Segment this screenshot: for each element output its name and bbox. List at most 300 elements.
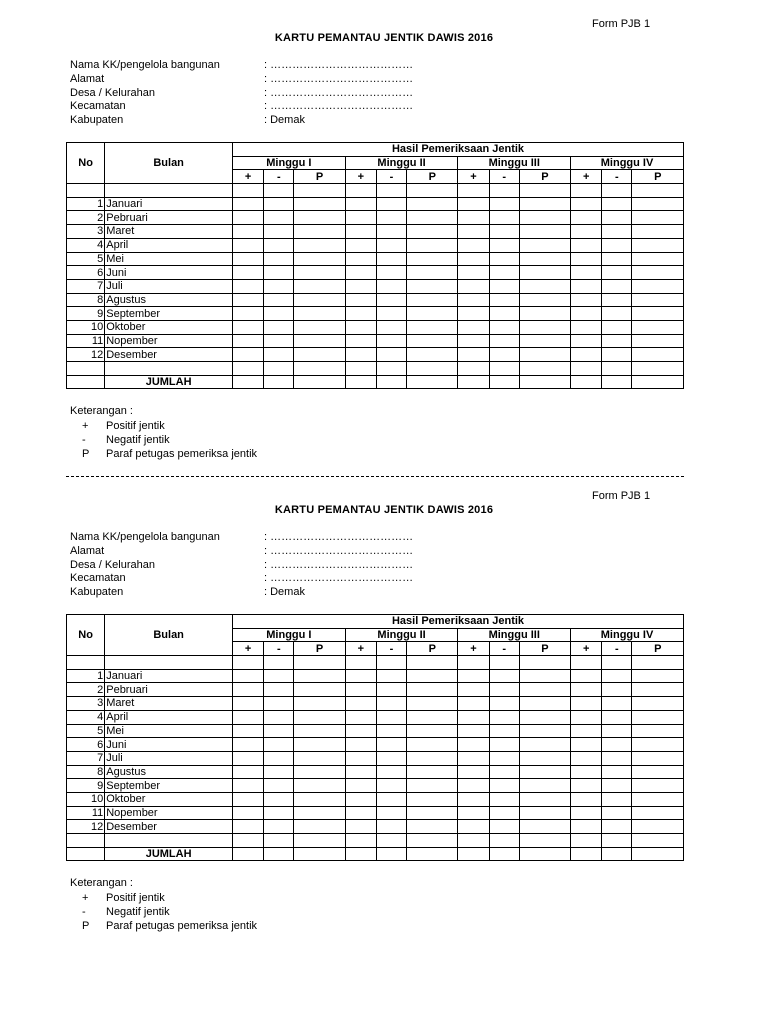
entry-cell bbox=[294, 375, 345, 389]
blank-cell bbox=[489, 184, 519, 198]
field-value: : ………………………………… bbox=[264, 572, 414, 585]
blank-cell bbox=[489, 362, 519, 376]
entry-cell bbox=[489, 266, 519, 280]
entry-cell bbox=[407, 211, 458, 225]
legend-text: Positif jentik bbox=[106, 420, 165, 432]
entry-cell bbox=[632, 669, 684, 683]
entry-cell bbox=[407, 765, 458, 779]
blank-cell bbox=[105, 184, 233, 198]
entry-cell bbox=[571, 683, 602, 697]
entry-cell bbox=[519, 238, 570, 252]
entry-cell bbox=[407, 847, 458, 861]
entry-cell bbox=[602, 307, 632, 321]
entry-cell bbox=[233, 334, 264, 348]
header-sub: - bbox=[264, 642, 294, 656]
legend-symbol: - bbox=[82, 906, 86, 918]
month-row bbox=[67, 697, 684, 711]
entry-cell bbox=[489, 697, 519, 711]
header-week: Minggu III bbox=[458, 628, 571, 642]
header-sub: - bbox=[376, 170, 406, 184]
blank-cell bbox=[345, 362, 376, 376]
month-no: 2 bbox=[67, 211, 105, 225]
entry-cell bbox=[519, 225, 570, 239]
entry-cell bbox=[233, 820, 264, 834]
entry-cell bbox=[264, 225, 294, 239]
header-sub: P bbox=[407, 170, 458, 184]
blank-cell bbox=[264, 184, 294, 198]
entry-cell bbox=[489, 307, 519, 321]
entry-cell bbox=[458, 238, 489, 252]
entry-cell bbox=[602, 820, 632, 834]
entry-cell bbox=[489, 334, 519, 348]
entry-cell bbox=[407, 266, 458, 280]
entry-cell bbox=[602, 779, 632, 793]
entry-cell bbox=[294, 252, 345, 266]
entry-cell bbox=[407, 307, 458, 321]
month-name: Pebruari bbox=[105, 683, 233, 697]
entry-cell bbox=[571, 197, 602, 211]
blank-cell bbox=[233, 656, 264, 670]
entry-cell bbox=[345, 792, 376, 806]
month-row bbox=[67, 266, 684, 280]
entry-cell bbox=[458, 252, 489, 266]
month-name: Januari bbox=[105, 197, 233, 211]
cut-line-divider bbox=[66, 476, 684, 477]
entry-cell bbox=[489, 847, 519, 861]
entry-cell bbox=[294, 738, 345, 752]
entry-cell bbox=[294, 266, 345, 280]
entry-cell bbox=[519, 293, 570, 307]
entry-cell bbox=[602, 669, 632, 683]
field-label: Kecamatan bbox=[70, 100, 126, 113]
entry-cell bbox=[458, 792, 489, 806]
month-row bbox=[67, 669, 684, 683]
entry-cell bbox=[294, 320, 345, 334]
entry-cell bbox=[458, 307, 489, 321]
month-name: Oktober bbox=[105, 792, 233, 806]
entry-cell bbox=[294, 293, 345, 307]
entry-cell bbox=[233, 197, 264, 211]
month-row bbox=[67, 779, 684, 793]
entry-cell bbox=[632, 806, 684, 820]
month-name: Mei bbox=[105, 724, 233, 738]
blank-cell bbox=[105, 656, 233, 670]
entry-cell bbox=[458, 697, 489, 711]
month-no: 8 bbox=[67, 293, 105, 307]
entry-cell bbox=[571, 211, 602, 225]
entry-cell bbox=[632, 820, 684, 834]
month-name: Mei bbox=[105, 252, 233, 266]
entry-cell bbox=[632, 697, 684, 711]
blank-cell bbox=[602, 834, 632, 848]
entry-cell bbox=[407, 320, 458, 334]
entry-cell bbox=[519, 669, 570, 683]
entry-cell bbox=[376, 197, 406, 211]
entry-cell bbox=[602, 806, 632, 820]
entry-cell bbox=[489, 348, 519, 362]
entry-cell bbox=[602, 847, 632, 861]
entry-cell bbox=[264, 293, 294, 307]
entry-cell bbox=[264, 211, 294, 225]
entry-cell bbox=[519, 683, 570, 697]
month-name: Maret bbox=[105, 697, 233, 711]
entry-cell bbox=[233, 375, 264, 389]
header-week: Minggu II bbox=[345, 156, 458, 170]
entry-cell bbox=[602, 765, 632, 779]
month-row bbox=[67, 683, 684, 697]
legend-symbol: P bbox=[82, 920, 90, 932]
entry-cell bbox=[519, 320, 570, 334]
entry-cell bbox=[632, 225, 684, 239]
month-row bbox=[67, 252, 684, 266]
blank-cell bbox=[294, 362, 345, 376]
entry-cell bbox=[602, 710, 632, 724]
entry-cell bbox=[376, 252, 406, 266]
entry-cell bbox=[264, 252, 294, 266]
entry-cell bbox=[602, 320, 632, 334]
month-name: September bbox=[105, 307, 233, 321]
header-sub: + bbox=[345, 170, 376, 184]
blank-cell bbox=[602, 656, 632, 670]
month-name: September bbox=[105, 779, 233, 793]
entry-cell bbox=[489, 710, 519, 724]
month-no: 4 bbox=[67, 238, 105, 252]
blank-cell bbox=[458, 656, 489, 670]
header-no: No bbox=[67, 615, 105, 656]
entry-cell bbox=[602, 724, 632, 738]
entry-cell bbox=[571, 710, 602, 724]
entry-cell bbox=[407, 820, 458, 834]
entry-cell bbox=[458, 197, 489, 211]
month-no: 6 bbox=[67, 738, 105, 752]
header-sub: + bbox=[345, 642, 376, 656]
blank-cell bbox=[376, 834, 406, 848]
blank-cell bbox=[458, 184, 489, 198]
legend-text: Positif jentik bbox=[106, 892, 165, 904]
entry-cell bbox=[632, 751, 684, 765]
entry-cell bbox=[458, 724, 489, 738]
entry-cell bbox=[345, 779, 376, 793]
entry-cell bbox=[571, 751, 602, 765]
month-row bbox=[67, 348, 684, 362]
field-label: Nama KK/pengelola bangunan bbox=[70, 531, 220, 543]
blank-cell bbox=[264, 656, 294, 670]
blank-cell bbox=[345, 656, 376, 670]
entry-cell bbox=[376, 806, 406, 820]
blank-cell bbox=[571, 184, 602, 198]
legend-text: Negatif jentik bbox=[106, 906, 170, 918]
entry-cell bbox=[376, 751, 406, 765]
field-label: Alamat bbox=[70, 72, 105, 85]
entry-cell bbox=[376, 820, 406, 834]
entry-cell bbox=[407, 683, 458, 697]
blank-cell bbox=[632, 656, 684, 670]
entry-cell bbox=[376, 765, 406, 779]
field-label: Kecamatan bbox=[70, 572, 126, 585]
header-week: Minggu II bbox=[345, 628, 458, 642]
month-no: 7 bbox=[67, 279, 105, 293]
entry-cell bbox=[602, 238, 632, 252]
entry-cell bbox=[602, 348, 632, 362]
header-sub: + bbox=[233, 642, 264, 656]
blank-cell bbox=[345, 834, 376, 848]
entry-cell bbox=[519, 820, 570, 834]
header-week: Minggu IV bbox=[571, 628, 684, 642]
entry-cell bbox=[264, 724, 294, 738]
entry-cell bbox=[233, 792, 264, 806]
entry-cell bbox=[458, 334, 489, 348]
entry-cell bbox=[294, 334, 345, 348]
entry-cell bbox=[264, 710, 294, 724]
entry-cell bbox=[233, 307, 264, 321]
entry-cell bbox=[233, 806, 264, 820]
entry-cell bbox=[376, 724, 406, 738]
entry-cell bbox=[345, 710, 376, 724]
header-sub: - bbox=[489, 642, 519, 656]
inspection-table bbox=[66, 142, 684, 389]
blank-cell bbox=[67, 656, 105, 670]
entry-cell bbox=[519, 724, 570, 738]
month-name: Januari bbox=[105, 669, 233, 683]
entry-cell bbox=[376, 334, 406, 348]
legend-symbol: P bbox=[82, 448, 90, 460]
entry-cell bbox=[458, 751, 489, 765]
entry-cell bbox=[407, 348, 458, 362]
blank-cell bbox=[407, 834, 458, 848]
entry-cell bbox=[632, 375, 684, 389]
blank-cell bbox=[489, 834, 519, 848]
entry-cell bbox=[294, 683, 345, 697]
header-hasil-pemeriksaan: Hasil Pemeriksaan Jentik bbox=[233, 615, 684, 629]
entry-cell bbox=[233, 669, 264, 683]
entry-cell bbox=[489, 779, 519, 793]
entry-cell bbox=[519, 751, 570, 765]
field-value: : ………………………………… bbox=[264, 558, 414, 571]
entry-cell bbox=[264, 334, 294, 348]
entry-cell bbox=[345, 334, 376, 348]
blank-cell bbox=[294, 184, 345, 198]
entry-cell bbox=[376, 307, 406, 321]
entry-cell bbox=[407, 279, 458, 293]
header-sub: P bbox=[294, 170, 345, 184]
entry-cell bbox=[489, 683, 519, 697]
entry-cell bbox=[519, 697, 570, 711]
entry-cell bbox=[345, 266, 376, 280]
entry-cell bbox=[602, 751, 632, 765]
month-row bbox=[67, 197, 684, 211]
header-sub: P bbox=[519, 170, 570, 184]
entry-cell bbox=[632, 293, 684, 307]
entry-cell bbox=[345, 806, 376, 820]
entry-cell bbox=[458, 710, 489, 724]
entry-cell bbox=[264, 806, 294, 820]
entry-cell bbox=[345, 293, 376, 307]
entry-cell bbox=[489, 765, 519, 779]
legend-symbol: - bbox=[82, 434, 86, 446]
entry-cell bbox=[376, 211, 406, 225]
blank-cell bbox=[67, 184, 105, 198]
entry-cell bbox=[489, 211, 519, 225]
blank-cell bbox=[519, 362, 570, 376]
entry-cell bbox=[602, 211, 632, 225]
blank-cell bbox=[407, 656, 458, 670]
month-no: 2 bbox=[67, 683, 105, 697]
blank-cell bbox=[345, 184, 376, 198]
entry-cell bbox=[345, 252, 376, 266]
entry-cell bbox=[519, 334, 570, 348]
entry-cell bbox=[345, 348, 376, 362]
blank-cell bbox=[233, 362, 264, 376]
header-sub: - bbox=[264, 170, 294, 184]
month-row bbox=[67, 211, 684, 225]
form-title: KARTU PEMANTAU JENTIK DAWIS 2016 bbox=[274, 32, 494, 44]
entry-cell bbox=[632, 211, 684, 225]
entry-cell bbox=[632, 238, 684, 252]
total-row bbox=[67, 847, 684, 861]
month-name: Agustus bbox=[105, 765, 233, 779]
month-name: Desember bbox=[105, 348, 233, 362]
entry-cell bbox=[233, 293, 264, 307]
entry-cell bbox=[458, 293, 489, 307]
month-no: 9 bbox=[67, 779, 105, 793]
entry-cell bbox=[294, 211, 345, 225]
entry-cell bbox=[294, 697, 345, 711]
entry-cell bbox=[376, 348, 406, 362]
entry-cell bbox=[294, 710, 345, 724]
entry-cell bbox=[345, 847, 376, 861]
entry-cell bbox=[233, 738, 264, 752]
entry-cell bbox=[489, 320, 519, 334]
header-sub: P bbox=[294, 642, 345, 656]
entry-cell bbox=[602, 683, 632, 697]
month-name: Juni bbox=[105, 266, 233, 280]
entry-cell bbox=[264, 820, 294, 834]
entry-cell bbox=[345, 307, 376, 321]
entry-cell bbox=[571, 334, 602, 348]
entry-cell bbox=[602, 252, 632, 266]
field-value: : ………………………………… bbox=[264, 544, 414, 557]
blank-cell bbox=[264, 362, 294, 376]
entry-cell bbox=[519, 348, 570, 362]
entry-cell bbox=[632, 847, 684, 861]
entry-cell bbox=[519, 266, 570, 280]
entry-cell bbox=[571, 738, 602, 752]
field-value: : ………………………………… bbox=[264, 59, 414, 71]
field-label: Alamat bbox=[70, 544, 105, 557]
entry-cell bbox=[571, 293, 602, 307]
entry-cell bbox=[571, 806, 602, 820]
month-row bbox=[67, 792, 684, 806]
blank-cell bbox=[632, 184, 684, 198]
blank-cell bbox=[632, 834, 684, 848]
entry-cell bbox=[489, 669, 519, 683]
entry-cell bbox=[489, 792, 519, 806]
month-no: 12 bbox=[67, 820, 105, 834]
entry-cell bbox=[345, 683, 376, 697]
entry-cell bbox=[376, 710, 406, 724]
field-label: Desa / Kelurahan bbox=[70, 558, 155, 571]
entry-cell bbox=[376, 266, 406, 280]
entry-cell bbox=[407, 252, 458, 266]
entry-cell bbox=[519, 307, 570, 321]
month-row bbox=[67, 710, 684, 724]
month-name: Oktober bbox=[105, 320, 233, 334]
entry-cell bbox=[602, 293, 632, 307]
entry-cell bbox=[489, 738, 519, 752]
blank-cell bbox=[105, 834, 233, 848]
entry-cell bbox=[571, 847, 602, 861]
field-value: : ………………………………… bbox=[264, 531, 414, 543]
entry-cell bbox=[376, 792, 406, 806]
month-no: 9 bbox=[67, 307, 105, 321]
entry-cell bbox=[345, 738, 376, 752]
entry-cell bbox=[519, 738, 570, 752]
entry-cell bbox=[519, 279, 570, 293]
entry-cell bbox=[632, 252, 684, 266]
blank-cell bbox=[571, 834, 602, 848]
month-no: 4 bbox=[67, 710, 105, 724]
entry-cell bbox=[264, 266, 294, 280]
header-sub: + bbox=[458, 642, 489, 656]
entry-cell bbox=[571, 724, 602, 738]
month-row bbox=[67, 320, 684, 334]
header-sub: P bbox=[519, 642, 570, 656]
header-bulan: Bulan bbox=[105, 615, 233, 656]
entry-cell bbox=[345, 197, 376, 211]
entry-cell bbox=[264, 279, 294, 293]
month-no: 1 bbox=[67, 669, 105, 683]
entry-cell bbox=[489, 225, 519, 239]
entry-cell bbox=[602, 792, 632, 806]
entry-cell bbox=[632, 197, 684, 211]
entry-cell bbox=[602, 225, 632, 239]
header-sub: - bbox=[602, 170, 632, 184]
entry-cell bbox=[345, 697, 376, 711]
entry-cell bbox=[519, 779, 570, 793]
entry-cell bbox=[571, 252, 602, 266]
entry-cell bbox=[233, 279, 264, 293]
entry-cell bbox=[489, 375, 519, 389]
entry-cell bbox=[407, 792, 458, 806]
entry-cell bbox=[294, 806, 345, 820]
entry-cell bbox=[264, 307, 294, 321]
entry-cell bbox=[345, 238, 376, 252]
entry-cell bbox=[264, 683, 294, 697]
entry-cell bbox=[376, 683, 406, 697]
entry-cell bbox=[571, 307, 602, 321]
entry-cell bbox=[233, 751, 264, 765]
blank-cell bbox=[407, 184, 458, 198]
legend-text: Paraf petugas pemeriksa jentik bbox=[106, 448, 258, 460]
entry-cell bbox=[571, 669, 602, 683]
entry-cell bbox=[602, 197, 632, 211]
month-name: April bbox=[105, 710, 233, 724]
entry-cell bbox=[519, 252, 570, 266]
month-name: Juni bbox=[105, 738, 233, 752]
inspection-table bbox=[66, 614, 684, 861]
entry-cell bbox=[294, 820, 345, 834]
entry-cell bbox=[264, 751, 294, 765]
month-no: 5 bbox=[67, 724, 105, 738]
entry-cell bbox=[519, 847, 570, 861]
field-label: Kabupaten bbox=[70, 586, 124, 599]
header-sub: + bbox=[233, 170, 264, 184]
form-code: Form PJB 1 bbox=[592, 490, 651, 502]
spacer-row bbox=[67, 362, 684, 376]
blank-cell bbox=[519, 656, 570, 670]
field-label: Nama KK/pengelola bangunan bbox=[70, 59, 220, 71]
entry-cell bbox=[407, 238, 458, 252]
